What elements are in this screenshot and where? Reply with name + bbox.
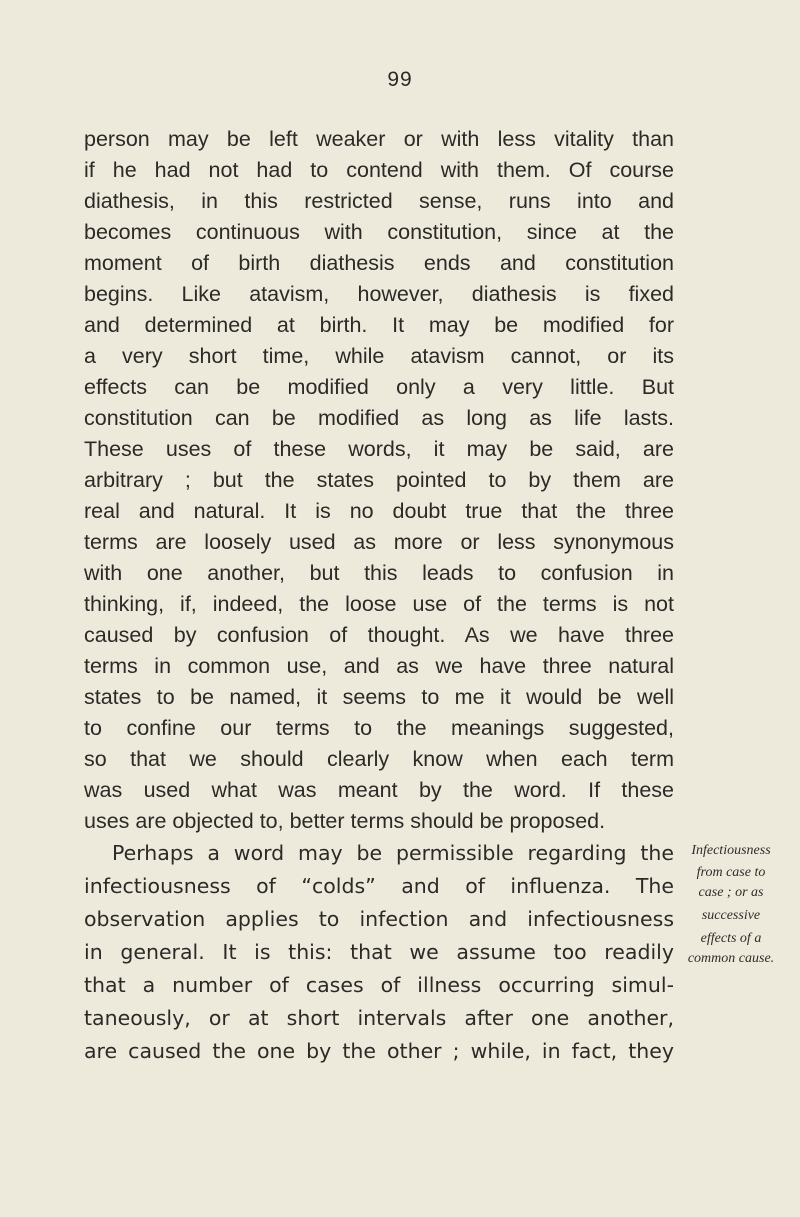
text-line: real and natural. It is no doubt true that the three [84, 499, 674, 523]
margin-note-line: Infectiousness [691, 843, 771, 858]
text-line: caused by confusion of thought. As we have three [84, 623, 674, 647]
text-line: to confine our terms to the meanings suggested, [84, 716, 674, 740]
text-line: effects can be modified only a very little. But [84, 375, 674, 399]
text-line: if he had not had to contend with them. Of course [84, 158, 674, 182]
margin-note-line: from case to [696, 865, 766, 880]
text-line: uses are objected to, better terms should be proposed. [84, 809, 606, 833]
text-line: so that we should clearly know when each term [84, 747, 674, 771]
text-line: with one another, but this leads to confusion in [84, 561, 674, 585]
text-line: infectiousness of “colds” and of influenza. The [84, 874, 674, 898]
margin-note-line: successive [701, 908, 761, 923]
text-line: are caused the one by the other ; while, in fact, they [84, 1039, 674, 1063]
text-line: arbitrary ; but the states pointed to by them are [84, 468, 674, 492]
text-line: becomes continuous with constitution, since at the [84, 220, 674, 244]
text-line: was used what was meant by the word. If these [84, 778, 674, 802]
text-line: terms in common use, and as we have three natural [84, 654, 674, 678]
text-line: a very short time, while atavism cannot, or its [84, 344, 674, 368]
text-line: begins. Like atavism, however, diathesis is fixed [84, 282, 674, 306]
text-line: and determined at birth. It may be modified for [84, 313, 674, 337]
margin-note-line: common cause. [687, 951, 775, 966]
text-line: in general. It is this: that we assume too readily [84, 940, 674, 964]
text-line: moment of birth diathesis ends and constitution [84, 251, 674, 275]
page-number: 99 [387, 68, 413, 91]
text-line: taneously, or at short intervals after one another, [84, 1006, 674, 1030]
text-line: observation applies to infection and infectiousness [84, 907, 674, 931]
text-line: Perhaps a word may be permissible regarding the [112, 841, 674, 865]
text-line: These uses of these words, it may be said, are [84, 437, 674, 461]
margin-note-line: case ; or as [698, 885, 764, 900]
text-line: diathesis, in this restricted sense, runs into and [84, 189, 674, 213]
text-line: states to be named, it seems to me it would be well [84, 685, 674, 709]
text-line: that a number of cases of illness occurring simul- [84, 973, 674, 997]
text-line: terms are loosely used as more or less synonymous [84, 530, 674, 554]
margin-note-line: effects of a [700, 931, 762, 946]
text-line: person may be left weaker or with less vitality than [84, 127, 674, 151]
text-line: thinking, if, indeed, the loose use of the terms is not [84, 592, 674, 616]
text-line: constitution can be modified as long as life lasts. [84, 406, 674, 430]
